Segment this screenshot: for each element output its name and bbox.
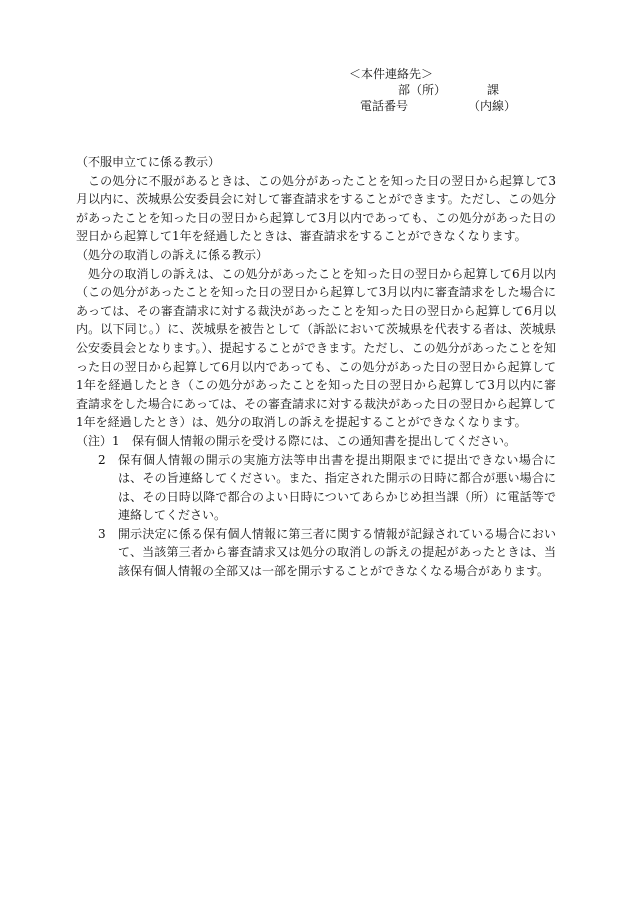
note-text: 保有個人情報の開示の実施方法等申出書を提出期限までに提出できない場合には、その旨連絡してください。また、指定された開示の日時に都合が悪い場合には、その日時以降で都合のよい日時についてあらかじめ担当課（所）に電話等で連絡してください。 <box>118 452 556 523</box>
objection-heading: （不服申立てに係る教示） <box>76 155 221 169</box>
contact-department-row <box>340 82 530 98</box>
revocation-body: 処分の取消しの訴えは、この処分があったことを知った日の翌日から起算して6月以内（この処分があったことを知った日の翌日から起算して3月以内に審査請求をした場合にあっては、その審査請求に対する裁決があったことを知った日の翌日から起算して6月以内。以下同じ。）に、茨城県を被告として（訴訟において茨城県を代表する者は、茨城県公安委員会となります。）、提起することができます。ただし、この処分があったことを知った日の翌日から起算して6月以内であっても、この処分があった日の翌日から起算して1年を経過したとき（この処分があったことを知った日の翌日から起算して3月以内に審査請求をした場合にあっては、その審査請求に対する裁決があった日の翌日から起算して1年を経過したとき）は、処分の取消しの訴えを提起することができなくなります。 <box>76 266 556 430</box>
objection-body: この処分に不服があるときは、この処分があったことを知った日の翌日から起算して3月以内に、茨城県公安委員会に対して審査請求をすることができます。ただし、この処分があったことを知った日の翌日から起算して3月以内であっても、この処分があった日の翌日から起算して1年を経過したときは、審査請求をすることができなくなります。 <box>76 173 556 244</box>
contact-extension: （内線） <box>468 99 517 113</box>
note-number: 2 <box>98 452 106 467</box>
body-text <box>76 153 556 581</box>
contact-phone-row <box>340 98 530 114</box>
contact-phone-label: 電話番号 <box>360 99 409 113</box>
revocation-heading: （処分の取消しの訴えに係る教示） <box>76 247 269 262</box>
note-item <box>76 432 556 451</box>
note-number: 3 <box>98 526 106 541</box>
note-text: 保有個人情報の開示を受ける際には、この通知書を提出してください。 <box>132 433 517 448</box>
note-number: 1 <box>112 433 120 448</box>
notes-prefix: （注） <box>76 433 113 448</box>
contact-section: 課 <box>487 83 500 97</box>
note-item <box>76 525 556 581</box>
note-item <box>76 451 556 525</box>
contact-department: 部（所） <box>398 83 447 97</box>
contact-block <box>340 66 530 114</box>
contact-heading: ＜本件連絡先＞ <box>349 67 434 81</box>
note-text: 開示決定に係る保有個人情報に第三者に関する情報が記録されている場合において、当該第三者から審査請求又は処分の取消しの訴えの提起があったときは、当該保有個人情報の全部又は一部を開示することができなくなる場合があります。 <box>118 526 556 579</box>
